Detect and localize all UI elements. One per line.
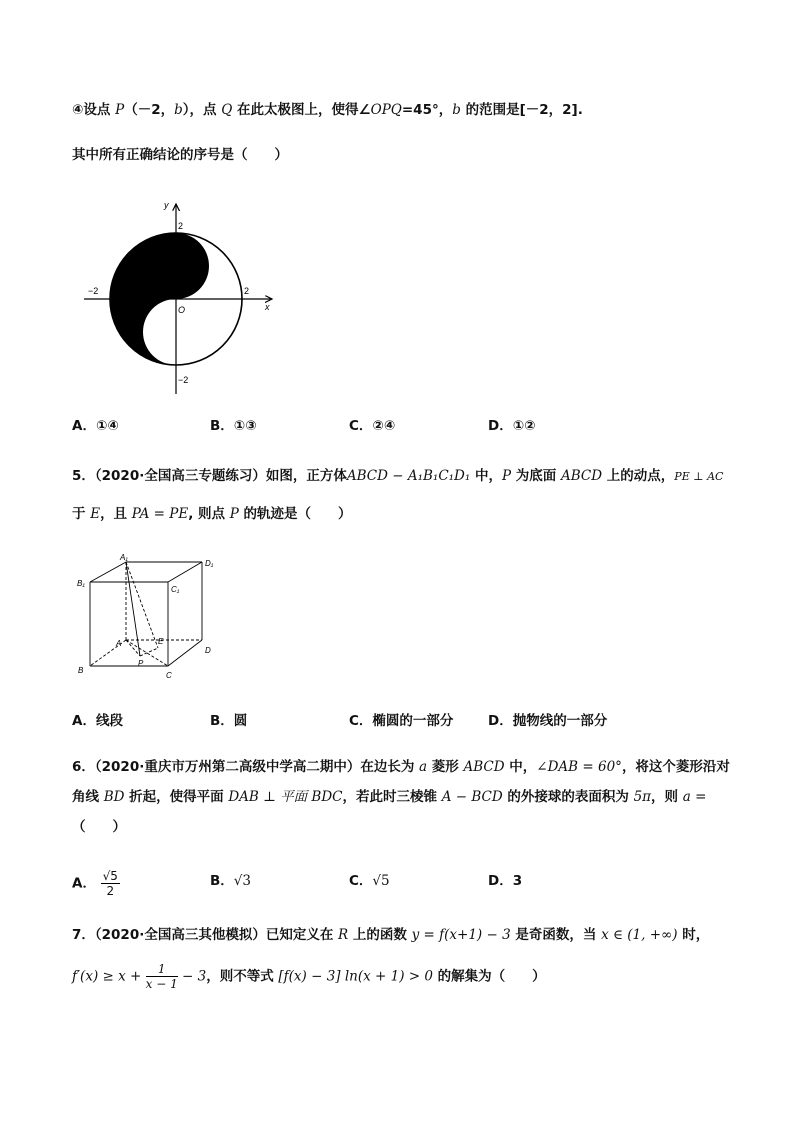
- cube-figure: [74, 552, 234, 684]
- tick-right-label: 2: [244, 286, 250, 296]
- q6-line-1: 6．（2020·重庆市万州第二高级中学高二期中）在边长为 a 菱形 ABCD 中，∠DAB = 60°，将这个菱形沿对: [72, 759, 730, 775]
- tick-left-label: −2: [88, 286, 99, 296]
- y-axis-label: y: [164, 200, 169, 210]
- q5-option-d[interactable]: D．抛物线的一部分: [488, 713, 608, 729]
- label-d: D: [205, 646, 211, 655]
- q5-option-b[interactable]: B．圆: [210, 713, 248, 729]
- q4-option-a[interactable]: A．①④: [72, 418, 119, 434]
- label-b: B: [78, 666, 84, 675]
- q6-option-a[interactable]: A． $\frac{√5}{2}$: [72, 869, 118, 898]
- label-c1: C₁: [171, 585, 180, 594]
- label-a: A: [116, 639, 122, 648]
- tick-top-label: 2: [178, 221, 184, 231]
- label-p: P: [138, 659, 144, 668]
- label-e: E: [158, 637, 164, 646]
- seg-p-e: [140, 648, 158, 656]
- taiji-figure: [80, 196, 280, 396]
- x-axis-label: x: [265, 302, 270, 312]
- label-a1: A₁: [120, 553, 128, 562]
- tick-bottom-label: −2: [178, 375, 189, 385]
- q6-option-a-fraction: $\frac{√5}{2}$: [102, 869, 118, 898]
- q7-fraction: $\frac{1}{x - 1}$: [145, 962, 178, 991]
- q6-option-d[interactable]: D．3: [488, 873, 523, 889]
- q6-line-3: （ ）: [72, 819, 126, 835]
- q5-line-1: 5．（2020·全国高三专题练习）如图，正方体ABCD − A₁B₁C₁D₁ 中，P 为底面 ABCD 上的动点，PE ⊥ AC: [72, 468, 724, 484]
- origin-label: O: [178, 305, 186, 315]
- q4-option-b[interactable]: B．①③: [210, 418, 257, 434]
- q5-option-c[interactable]: C．椭圆的一部分: [349, 713, 454, 729]
- q7-line-2: f′(x) ≥ x + $\frac{1}{x - 1}$ − 3，则不等式 [f(x) − 3] ln(x + 1) > 0 的解集为（ ）: [72, 962, 546, 991]
- q4-option-c[interactable]: C．②④: [349, 418, 396, 434]
- q4-statement-4: ④设点 P（－2，b），点 Q 在此太极图上，使得∠OPQ=45°，b 的范围是[－2，2].: [72, 102, 583, 118]
- q6-line-2: 角线 BD 折起，使得平面 DAB ⊥ 平面 BDC，若此时三棱锥 A − BCD 的外接球的表面积为 5π，则 a =: [72, 789, 707, 805]
- edge-d1-c1: [168, 562, 202, 582]
- edge-c-d: [168, 640, 202, 666]
- q5-option-a[interactable]: A．线段: [72, 713, 123, 729]
- q4-prompt: 其中所有正确结论的序号是（ ）: [72, 147, 288, 163]
- q6-option-b[interactable]: B．√3: [210, 873, 251, 889]
- q4-option-d[interactable]: D．①②: [488, 418, 536, 434]
- label-b1: B₁: [77, 579, 85, 588]
- edge-a1-b1: [90, 562, 126, 582]
- seg-a1-e: [126, 562, 158, 648]
- q5-line-2: 于 E，且 PA = PE, 则点 P 的轨迹是（ ）: [72, 506, 352, 522]
- label-d1: D₁: [205, 559, 214, 568]
- label-c: C: [166, 671, 172, 680]
- q7-line-1: 7．（2020·全国高三其他模拟）已知定义在 R 上的函数 y = f(x+1) − 3 是奇函数，当 x ∈ (1, +∞) 时，: [72, 927, 710, 943]
- q6-option-c[interactable]: C．√5: [349, 873, 390, 889]
